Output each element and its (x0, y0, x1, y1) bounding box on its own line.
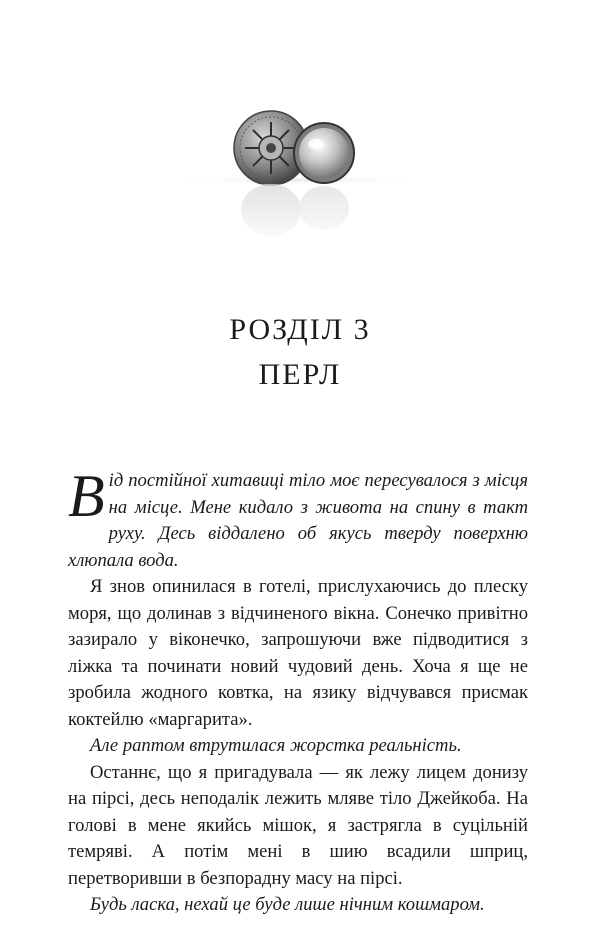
paragraph-1 (68, 463, 528, 574)
paragraph-2: Я знов опинилася в готелі, прислухаючись до плеску моря, що долинав з відчиненого вікна. Сонечко привітно зазирало у віконечко, запрошуючи вже підводитися з ліжка та починати новий чудовий день. Хоча я ще не зробила жодного ковтка, на язику відчувався присмак коктейлю «маргарита». (68, 576, 528, 730)
paragraph-3: Але раптом втрутилася жорстка реальність. (90, 735, 462, 756)
chapter-body (68, 463, 528, 919)
chapter-title: ПЕРЛ (258, 358, 342, 391)
drop-cap: В (68, 463, 105, 529)
chapter-ornament (0, 98, 600, 248)
pearl-button-icon (294, 123, 354, 183)
chapter-number: РОЗДІЛ 3 (229, 313, 371, 346)
paragraph-5: Будь ласка, нехай це буде лише нічним кошмаром. (90, 894, 485, 915)
paragraph-4: Останнє, що я пригадувала — як лежу лицем донизу на пірсі, десь неподалік лежить мляве тіло Джейкоба. На голові в мене якийсь мішок, я застрягла в суцільній темряві. А потім мені в шию всадили шприц, перетворивши в безпорадну масу на пірсі. (68, 761, 528, 889)
paragraph-1-text: ід постійної хитавиці тіло моє пересувалося з місця на місце. Мене кидало з живота на спину в такт руху. Десь віддалено об якусь тверду поверхню хлюпала вода. (68, 470, 528, 571)
